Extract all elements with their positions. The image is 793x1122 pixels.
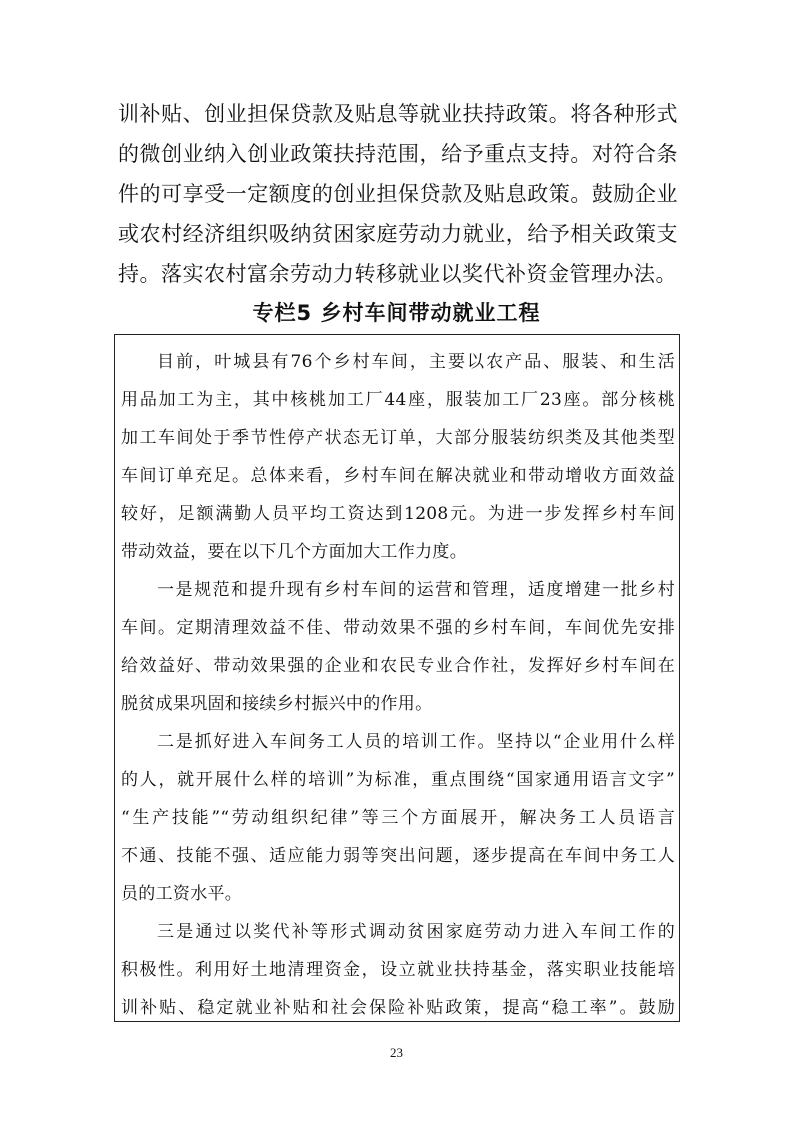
box-line: 脱贫成果巩固和接续乡村振兴中的作用。 (121, 694, 433, 714)
box-line: 二是抓好进入车间务工人员的培训工作。坚持以“企业用什么样 (157, 732, 675, 752)
box-line: 带动效益，要在以下几个方面加大工作力度。 (121, 542, 467, 562)
intro-line: 件的可享受一定额度的创业担保贷款及贴息政策。鼓励企业 (118, 182, 678, 206)
intro-line: 或农村经济组织吸纳贫困家庭劳动力就业，给予相关政策支 (118, 222, 678, 246)
page-number: 23 (390, 1045, 403, 1060)
intro-paragraph (118, 94, 678, 294)
box-line: 三是通过以奖代补等形式调动贫困家庭劳动力进入车间工作的 (157, 922, 675, 942)
box-line: 员的工资水平。 (121, 884, 243, 904)
box-line: 一是规范和提升现有乡村车间的运营和管理，适度增建一批乡村 (157, 580, 675, 600)
section-title: 专栏5 乡村车间带动就业工程 (252, 301, 541, 325)
box-line: 不通、技能不强、适应能力弱等突出问题，逐步提高在车间中务工人 (121, 846, 675, 866)
intro-line: 持。落实农村富余劳动力转移就业以奖代补资金管理办法。 (118, 262, 677, 286)
box-line: 积极性。利用好土地清理资金，设立就业扶持基金，落实职业技能培 (121, 960, 675, 980)
box-line: 的人，就开展什么样的培训”为标准，重点围绕“国家通用语言文字” (121, 770, 675, 790)
box-line: 给效益好、带动效果强的企业和农民专业合作社，发挥好乡村车间在 (121, 656, 675, 676)
box-line: “生产技能”“劳动组织纪律”等三个方面展开，解决务工人员语言 (121, 808, 675, 828)
box-line: 较好，足额满勤人员平均工资达到1208元。为进一步发挥乡村车间 (121, 504, 675, 524)
box-line: 训补贴、稳定就业补贴和社会保险补贴政策，提高“稳工率”。鼓励 (121, 998, 675, 1018)
box-line: 加工车间处于季节性停产状态无订单，大部分服装纺织类及其他类型 (121, 428, 675, 448)
column-box (114, 334, 680, 1022)
box-line: 目前，叶城县有76个乡村车间，主要以农产品、服装、和生活 (157, 352, 675, 372)
box-line: 车间。定期清理效益不佳、带动效果不强的乡村车间，车间优先安排 (121, 618, 675, 638)
box-line: 车间订单充足。总体来看，乡村车间在解决就业和带动增收方面效益 (121, 466, 675, 486)
intro-line: 训补贴、创业担保贷款及贴息等就业扶持政策。将各种形式 (118, 102, 678, 126)
box-line: 用品加工为主，其中核桃加工厂44座，服装加工厂23座。部分核桃 (121, 390, 675, 410)
intro-line: 的微创业纳入创业政策扶持范围，给予重点支持。对符合条 (118, 142, 678, 166)
